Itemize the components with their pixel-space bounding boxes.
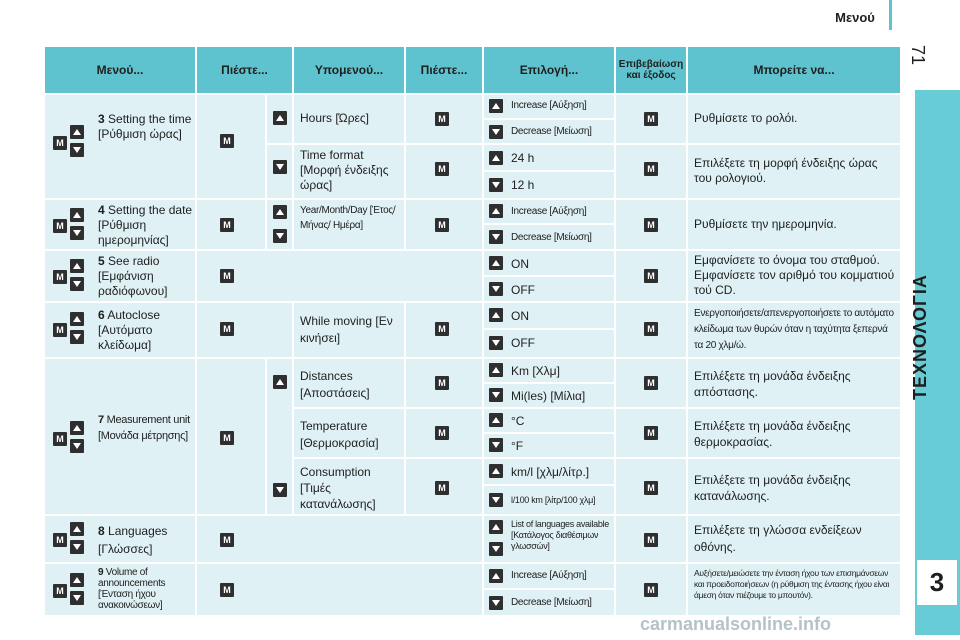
side-tab-label: ΤΕΧΝΟΛΟΓΙΑ xyxy=(910,274,930,400)
up-arrow-icon xyxy=(273,111,287,125)
row-radio-label: 5 See radio [Εμφάνιση ραδιόφωνου] xyxy=(98,254,168,298)
m-button: M xyxy=(220,533,234,547)
option-label: l/100 km [λίτρ/100 χλμ] xyxy=(511,495,596,505)
up-arrow-icon xyxy=(489,363,503,377)
watermark: carmanualsonline.info xyxy=(640,614,832,634)
description: Αυξήσετε/μειώσετε την ένταση ήχου των επισημάνσεων και προειδοποιήσεων (η ρύθμιση της έντασης ήχου είναι άμεση όταν πιέζουμε το μπουτόν). xyxy=(694,568,890,600)
option-label: Increase [Αύξηση] xyxy=(511,100,587,111)
down-arrow-icon xyxy=(273,483,287,497)
m-button: M xyxy=(53,533,67,547)
description: Ενεργοποιήσετε/απενεργοποιήσετε το αυτόματο κλείδωμα των θυρών όταν η ταχύτητα ξεπερνά τα 20 χλμ/ώ. xyxy=(694,308,894,351)
row-setting-label: 3 Setting the time [Ρύθμιση ώρας] xyxy=(98,112,192,141)
description: Επιλέξετε τη μονάδα ένδειξης απόστασης. xyxy=(694,369,851,399)
m-button: M xyxy=(644,112,658,126)
down-arrow-icon xyxy=(489,438,503,452)
option-label: km/l [χλμ/λίτρ.] xyxy=(511,465,590,479)
option-label: Decrease [Μείωση] xyxy=(511,126,592,137)
m-button: M xyxy=(53,432,67,446)
down-arrow-icon xyxy=(489,596,503,610)
row-date-label: 4 Setting the date [Ρύθμιση ημερομηνίας] xyxy=(98,203,193,247)
down-arrow-icon xyxy=(489,230,503,244)
description: Επιλέξετε τη γλώσσα ενδείξεων οθόνης. xyxy=(694,523,862,554)
header-can: Μπορείτε να... xyxy=(688,47,900,93)
description: Εμφανίσετε το όνομα του σταθμού. Εμφανίσετε τον αριθμό του κομματιού τού CD. xyxy=(694,253,895,297)
down-arrow-icon xyxy=(489,336,503,350)
up-arrow-icon xyxy=(489,569,503,583)
up-arrow-icon xyxy=(70,421,84,435)
description: Επιλέξετε τη μονάδα ένδειξης κατανάλωσης. xyxy=(694,473,851,503)
row-volume-label: 9 Volume of announcements [Ένταση ήχου ανακοινώσεων] xyxy=(98,567,166,611)
header-press2: Πιέστε... xyxy=(406,47,482,93)
row-measure-label: 7 Measurement unit [Μονάδα μέτρησης] xyxy=(98,414,190,442)
up-arrow-icon xyxy=(70,259,84,273)
up-arrow-icon xyxy=(489,204,503,218)
up-arrow-icon xyxy=(273,205,287,219)
option-label: OFF xyxy=(511,336,535,350)
row-volume-press xyxy=(197,564,482,615)
sub-label: Temperature [Θερμοκρασία] xyxy=(300,419,379,450)
down-arrow-icon xyxy=(70,143,84,157)
m-button: M xyxy=(644,481,658,495)
sub-label: While moving [Εν κινήσει] xyxy=(300,314,393,345)
up-arrow-icon xyxy=(489,151,503,165)
m-button: M xyxy=(435,376,449,390)
sub-label: Hours [Ώρες] xyxy=(300,111,369,125)
down-arrow-icon xyxy=(70,540,84,554)
down-arrow-icon xyxy=(70,591,84,605)
up-arrow-icon xyxy=(70,522,84,536)
option-label: List of languages available [Κατάλογος διαθέσιμων γλωσσών] xyxy=(511,519,609,551)
header-press1: Πιέστε... xyxy=(197,47,292,93)
chapter-number: 3 xyxy=(917,560,957,605)
m-button: M xyxy=(435,162,449,176)
m-button: M xyxy=(644,583,658,597)
down-arrow-icon xyxy=(489,388,503,402)
m-button: M xyxy=(435,322,449,336)
m-button: M xyxy=(644,162,658,176)
up-arrow-icon xyxy=(273,375,287,389)
description: Επιλέξετε τη μονάδα ένδειξης θερμοκρασίας. xyxy=(694,419,851,449)
option-label: ON xyxy=(511,309,529,323)
sub-label: Distances [Αποστάσεις] xyxy=(300,369,370,400)
m-button: M xyxy=(220,322,234,336)
m-button: M xyxy=(220,134,234,148)
down-arrow-icon xyxy=(70,226,84,240)
m-button: M xyxy=(644,269,658,283)
m-button: M xyxy=(53,270,67,284)
m-button: M xyxy=(644,533,658,547)
down-arrow-icon xyxy=(489,178,503,192)
option-label: Decrease [Μείωση] xyxy=(511,597,592,608)
m-button: M xyxy=(220,583,234,597)
m-button: M xyxy=(644,376,658,390)
down-arrow-icon xyxy=(489,125,503,139)
sub-label: Year/Month/Day [Έτος/Μήνας/ Ημέρα] xyxy=(300,205,396,231)
option-label: OFF xyxy=(511,283,535,297)
down-arrow-icon xyxy=(70,439,84,453)
down-arrow-icon xyxy=(273,229,287,243)
m-button: M xyxy=(53,323,67,337)
m-button: M xyxy=(53,136,67,150)
m-button: M xyxy=(435,426,449,440)
option-label: 12 h xyxy=(511,178,535,192)
option-label: Increase [Αύξηση] xyxy=(511,570,587,581)
row-autoclose-press1 xyxy=(197,303,292,357)
m-button: M xyxy=(644,426,658,440)
up-arrow-icon xyxy=(489,520,503,534)
m-button: M xyxy=(435,218,449,232)
m-button: M xyxy=(53,219,67,233)
down-arrow-icon xyxy=(273,160,287,174)
m-button: M xyxy=(53,584,67,598)
down-arrow-icon xyxy=(70,277,84,291)
up-arrow-icon xyxy=(489,99,503,113)
header-submenu: Υπομενού... xyxy=(294,47,404,93)
row-setting-menu xyxy=(45,95,195,198)
header-confirm: Επιβεβαίωση και έξοδος xyxy=(616,47,686,93)
up-arrow-icon xyxy=(70,312,84,326)
m-button: M xyxy=(435,112,449,126)
m-button: M xyxy=(644,218,658,232)
m-button: M xyxy=(435,481,449,495)
down-arrow-icon xyxy=(489,542,503,556)
up-arrow-icon xyxy=(489,308,503,322)
sub-label: Consumption [Τιμές κατανάλωσης] xyxy=(300,465,376,511)
option-label: °F xyxy=(511,439,524,453)
header-select: Επιλογή... xyxy=(484,47,614,93)
row-lang-label: 8 Languages [Γλώσσες] xyxy=(98,524,168,556)
m-button: M xyxy=(220,269,234,283)
up-arrow-icon xyxy=(70,125,84,139)
m-button: M xyxy=(220,218,234,232)
page-number: 71 xyxy=(908,44,928,66)
header-menu: Μενού... xyxy=(45,47,195,93)
row-lang-press xyxy=(197,516,482,562)
option-label: °C xyxy=(511,414,525,428)
option-label: 24 h xyxy=(511,151,535,165)
sub-label: Time format [Μορφή ένδειξης ώρας] xyxy=(300,148,389,192)
up-arrow-icon xyxy=(489,464,503,478)
option-label: Decrease [Μείωση] xyxy=(511,232,592,243)
description: Επιλέξετε τη μορφή ένδειξης ώρας του ρολογιού. xyxy=(694,156,878,185)
description: Ρυθμίσετε το ρολόι. xyxy=(694,111,798,125)
description: Ρυθμίσετε την ημερομηνία. xyxy=(694,217,837,231)
row-radio-press xyxy=(197,251,482,301)
header-divider xyxy=(889,0,892,30)
up-arrow-icon xyxy=(70,208,84,222)
down-arrow-icon xyxy=(489,282,503,296)
m-button: M xyxy=(220,431,234,445)
option-label: Km [Χλμ] xyxy=(511,364,560,378)
up-arrow-icon xyxy=(70,573,84,587)
down-arrow-icon xyxy=(489,493,503,507)
down-arrow-icon xyxy=(70,330,84,344)
up-arrow-icon xyxy=(489,256,503,270)
option-label: Mi(les) [Μίλια] xyxy=(511,389,586,403)
page-title: Μενού xyxy=(835,10,875,25)
option-label: ON xyxy=(511,257,529,271)
up-arrow-icon xyxy=(489,413,503,427)
option-label: Increase [Αύξηση] xyxy=(511,206,587,217)
row-autoclose-label: 6 Autoclose [Αυτόματο κλείδωμα] xyxy=(98,308,161,352)
m-button: M xyxy=(644,322,658,336)
